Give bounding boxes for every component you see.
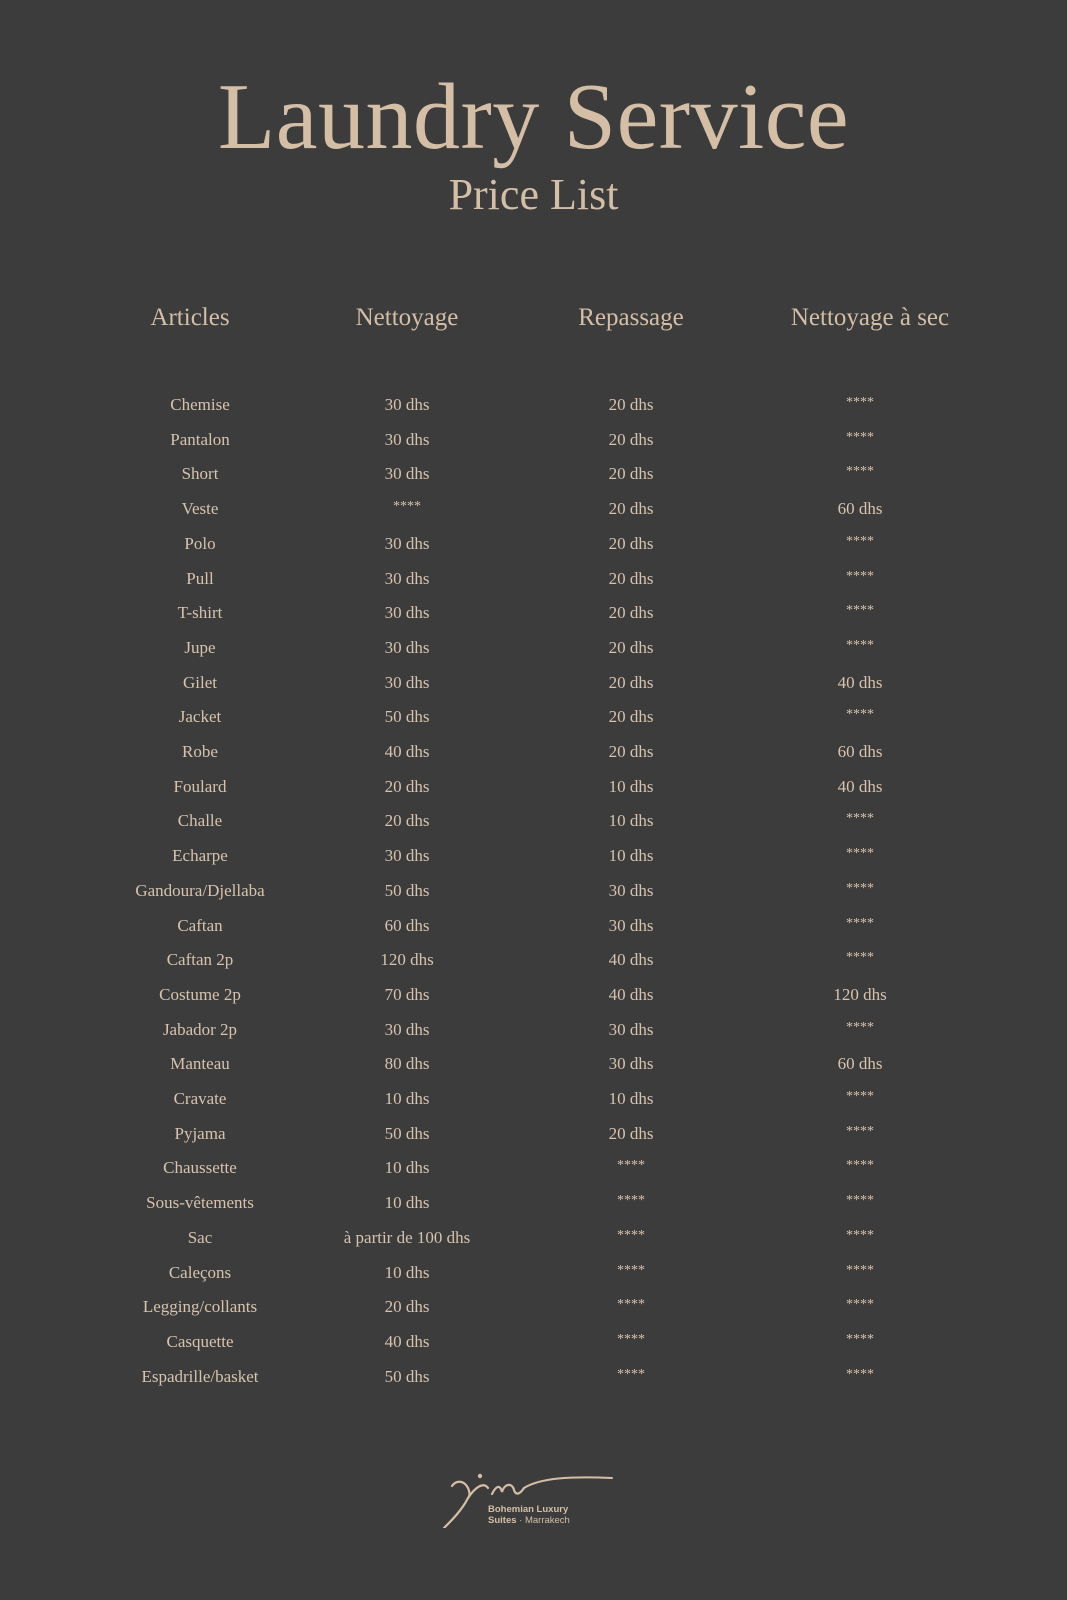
column-header-repassage: Repassage <box>578 304 684 331</box>
repassage-price-cell: 40 dhs <box>608 984 654 1004</box>
article-cell: Sous-vêtements <box>146 1193 254 1213</box>
article-cell: Pyjama <box>174 1123 226 1143</box>
nettoyage-price-cell: 10 dhs <box>384 1089 430 1108</box>
repassage-price-cell: 20 dhs <box>608 429 654 449</box>
repassage-price-cell: 10 dhs <box>608 776 654 796</box>
nettoyage-price-cell: 30 dhs <box>384 429 430 449</box>
repassage-price-cell: 20 dhs <box>608 464 654 484</box>
repassage-price-cell: 30 dhs <box>608 1019 654 1039</box>
nettoyage-a-sec-price-cell: **** <box>846 846 874 862</box>
article-cell: Jupe <box>184 637 216 657</box>
article-cell: Veste <box>181 499 219 519</box>
repassage-price-cell: 10 dhs <box>608 846 654 866</box>
repassage-price-cell: **** <box>617 1297 645 1313</box>
table-row <box>0 1117 1067 1151</box>
nettoyage-a-sec-price-cell: **** <box>846 637 874 653</box>
article-cell: Legging/collants <box>142 1297 258 1317</box>
repassage-price-cell: 30 dhs <box>608 880 654 900</box>
nettoyage-price-cell: 40 dhs <box>384 1331 430 1351</box>
article-cell: Gandoura/Djellaba <box>135 880 265 900</box>
nettoyage-price-cell: 50 dhs <box>384 1366 430 1386</box>
repassage-price-cell: 20 dhs <box>608 533 654 553</box>
table-row <box>0 874 1067 908</box>
repassage-price-cell: **** <box>617 1331 645 1347</box>
table-row <box>0 1290 1067 1324</box>
article-cell: Espadrille/basket <box>141 1366 259 1386</box>
article-cell: Casquette <box>166 1331 234 1351</box>
nettoyage-price-cell: 30 dhs <box>384 464 430 484</box>
nettoyage-price-cell: 20 dhs <box>384 1297 430 1317</box>
article-cell: Foulard <box>173 776 227 796</box>
nettoyage-a-sec-price-cell: **** <box>846 1089 874 1104</box>
table-row <box>0 1221 1067 1255</box>
nettoyage-a-sec-price-cell: **** <box>846 880 874 896</box>
repassage-price-cell: 20 dhs <box>608 742 654 761</box>
nettoyage-a-sec-price-cell: **** <box>846 1019 874 1035</box>
nettoyage-price-cell: **** <box>393 499 421 515</box>
nettoyage-a-sec-price-cell: **** <box>846 395 874 410</box>
table-row <box>0 596 1067 630</box>
nettoyage-a-sec-price-cell: **** <box>846 464 874 480</box>
article-cell: Cravate <box>173 1089 227 1108</box>
table-row <box>0 1082 1067 1116</box>
article-cell: Pantalon <box>170 429 230 449</box>
nettoyage-a-sec-price-cell: 60 dhs <box>837 1054 883 1074</box>
repassage-price-cell: 20 dhs <box>608 1123 654 1143</box>
repassage-price-cell: 20 dhs <box>608 672 654 692</box>
nettoyage-a-sec-price-cell: **** <box>846 1297 874 1313</box>
page-subtitle: Price List <box>448 170 619 219</box>
nettoyage-price-cell: 70 dhs <box>384 984 430 1004</box>
table-row <box>0 492 1067 526</box>
article-cell: Polo <box>184 533 216 553</box>
nettoyage-price-cell: 30 dhs <box>384 603 430 623</box>
repassage-price-cell: 20 dhs <box>608 499 654 519</box>
brand-name-city: · Marrakech <box>516 1515 570 1526</box>
column-header-articles: Articles <box>150 304 230 331</box>
article-cell: Pull <box>186 568 214 588</box>
nettoyage-a-sec-price-cell: **** <box>846 533 874 549</box>
article-cell: Caftan 2p <box>166 950 234 970</box>
article-cell: Caftan <box>177 915 223 935</box>
repassage-price-cell: 10 dhs <box>608 811 654 831</box>
article-cell: Echarpe <box>172 846 228 866</box>
article-cell: Jacket <box>178 707 222 727</box>
nettoyage-price-cell: 80 dhs <box>384 1054 430 1074</box>
repassage-price-cell: 20 dhs <box>608 603 654 623</box>
table-row <box>0 1013 1067 1047</box>
nettoyage-a-sec-price-cell: **** <box>846 950 874 966</box>
repassage-price-cell: **** <box>617 1262 645 1278</box>
nettoyage-price-cell: 50 dhs <box>384 707 430 727</box>
nettoyage-price-cell: 60 dhs <box>384 915 430 935</box>
repassage-price-cell: 30 dhs <box>608 915 654 935</box>
repassage-price-cell: 10 dhs <box>608 1089 654 1108</box>
repassage-price-cell: **** <box>617 1366 645 1382</box>
table-row <box>0 1325 1067 1359</box>
column-header-nettoyage-a-sec: Nettoyage à sec <box>790 304 950 331</box>
table-row <box>0 978 1067 1012</box>
table-row <box>0 943 1067 977</box>
table-row <box>0 909 1067 943</box>
nettoyage-a-sec-price-cell: **** <box>846 603 874 619</box>
nettoyage-price-cell: 50 dhs <box>384 880 430 900</box>
table-row <box>0 562 1067 596</box>
nettoyage-a-sec-price-cell: **** <box>846 1366 874 1382</box>
nettoyage-a-sec-price-cell: **** <box>846 1158 874 1174</box>
repassage-price-cell: 20 dhs <box>608 707 654 727</box>
table-row <box>0 804 1067 838</box>
nettoyage-price-cell: 10 dhs <box>384 1158 430 1178</box>
repassage-price-cell: 20 dhs <box>608 637 654 657</box>
table-row <box>0 666 1067 700</box>
article-cell: T-shirt <box>177 603 223 623</box>
nettoyage-price-cell: 30 dhs <box>384 672 430 692</box>
article-cell: Sac <box>187 1227 213 1247</box>
article-cell: Chaussette <box>163 1158 237 1178</box>
article-cell: Jabador 2p <box>162 1019 238 1039</box>
repassage-price-cell: 40 dhs <box>608 950 654 970</box>
repassage-price-cell: 20 dhs <box>608 395 654 414</box>
nettoyage-price-cell: 10 dhs <box>384 1262 430 1282</box>
table-row <box>0 770 1067 804</box>
repassage-price-cell: 20 dhs <box>608 568 654 588</box>
nettoyage-a-sec-price-cell: 60 dhs <box>837 499 883 519</box>
table-row <box>0 1047 1067 1081</box>
article-cell: Robe <box>182 742 218 761</box>
nettoyage-price-cell: 30 dhs <box>384 1019 430 1039</box>
nettoyage-price-cell: 30 dhs <box>384 395 430 414</box>
nettoyage-price-cell: 30 dhs <box>384 533 430 553</box>
brand-name-line1: Bohemian Luxury <box>488 1504 569 1515</box>
nettoyage-price-cell: 30 dhs <box>384 568 430 588</box>
nettoyage-a-sec-price-cell: 120 dhs <box>833 984 887 1004</box>
nettoyage-a-sec-price-cell: **** <box>846 429 874 445</box>
table-row <box>0 388 1067 422</box>
nettoyage-price-cell: 30 dhs <box>384 637 430 657</box>
nettoyage-a-sec-price-cell: **** <box>846 1193 874 1209</box>
nettoyage-a-sec-price-cell: 40 dhs <box>837 776 883 796</box>
article-cell: Chemise <box>170 395 230 414</box>
page-title: Laundry Service <box>217 65 850 169</box>
nettoyage-a-sec-price-cell: 60 dhs <box>837 742 883 761</box>
nettoyage-price-cell: 20 dhs <box>384 776 430 796</box>
nettoyage-price-cell: à partir de 100 dhs <box>343 1227 471 1247</box>
brand-name-suites: Suites <box>488 1515 517 1526</box>
nettoyage-a-sec-price-cell: **** <box>846 568 874 584</box>
nettoyage-price-cell: 20 dhs <box>384 811 430 831</box>
nettoyage-price-cell: 120 dhs <box>380 950 434 970</box>
article-cell: Gilet <box>183 672 217 692</box>
table-row <box>0 839 1067 873</box>
repassage-price-cell: **** <box>617 1227 645 1243</box>
repassage-price-cell: **** <box>617 1158 645 1174</box>
article-cell: Challe <box>177 811 223 831</box>
table-row <box>0 457 1067 491</box>
nettoyage-a-sec-price-cell: **** <box>846 915 874 931</box>
table-row <box>0 423 1067 457</box>
table-row <box>0 631 1067 665</box>
nettoyage-price-cell: 40 dhs <box>384 742 430 761</box>
table-row <box>0 1186 1067 1220</box>
nettoyage-a-sec-price-cell: **** <box>846 1331 874 1347</box>
repassage-price-cell: 30 dhs <box>608 1054 654 1074</box>
nettoyage-a-sec-price-cell: **** <box>846 1123 874 1139</box>
brand-name <box>488 1504 570 1526</box>
nettoyage-price-cell: 50 dhs <box>384 1123 430 1143</box>
table-row <box>0 700 1067 734</box>
nettoyage-a-sec-price-cell: **** <box>846 1227 874 1243</box>
nettoyage-a-sec-price-cell: **** <box>846 1262 874 1278</box>
article-cell: Costume 2p <box>159 984 241 1004</box>
table-row <box>0 1151 1067 1185</box>
nettoyage-a-sec-price-cell: **** <box>846 811 874 827</box>
nettoyage-price-cell: 10 dhs <box>384 1193 430 1213</box>
article-cell: Short <box>181 464 219 484</box>
article-cell: Manteau <box>170 1054 230 1074</box>
article-cell: Caleçons <box>168 1262 232 1282</box>
repassage-price-cell: **** <box>617 1193 645 1209</box>
table-row <box>0 735 1067 769</box>
table-row <box>0 1360 1067 1394</box>
nettoyage-a-sec-price-cell: 40 dhs <box>837 672 883 692</box>
nettoyage-price-cell: 30 dhs <box>384 846 430 866</box>
column-header-nettoyage: Nettoyage <box>355 304 459 331</box>
nettoyage-a-sec-price-cell: **** <box>846 707 874 723</box>
table-row <box>0 527 1067 561</box>
brand-logo <box>440 1468 630 1538</box>
table-row <box>0 1256 1067 1290</box>
